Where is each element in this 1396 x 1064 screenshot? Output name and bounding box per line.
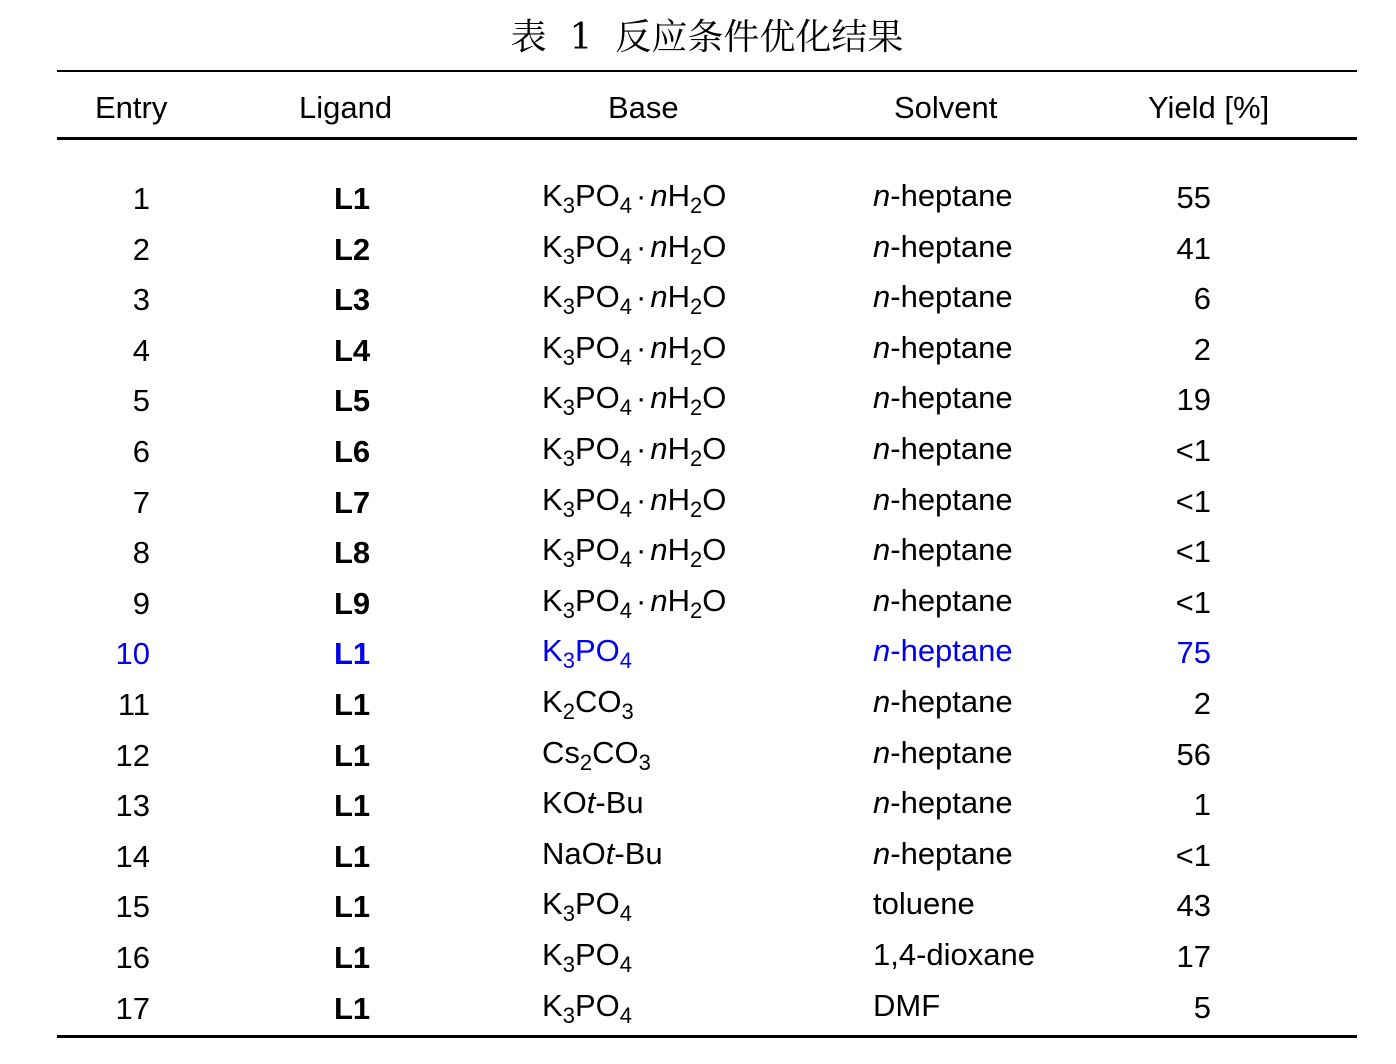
cell-ligand: L9 xyxy=(334,585,371,621)
table-row xyxy=(0,476,1396,527)
cell-ligand: L4 xyxy=(334,332,371,368)
cell-base: $K_3PO_4 \cdot nH_2O$ xyxy=(542,582,727,623)
cell-entry: 1 xyxy=(132,181,150,216)
cell-solvent: n-heptane xyxy=(873,329,1013,365)
cell-entry: 6 xyxy=(132,433,150,469)
cell-yield: <1 xyxy=(1175,584,1211,620)
cell-base: $K_3PO_4$ xyxy=(542,886,632,927)
cell-yield: 6 xyxy=(1193,281,1211,317)
cell-yield: 17 xyxy=(1176,938,1211,974)
cell-entry: 3 xyxy=(132,282,150,318)
header-ligand: Ligand xyxy=(299,90,393,125)
cell-base: $K_3PO_4$ xyxy=(542,936,632,977)
cell-yield: 2 xyxy=(1193,331,1211,367)
cell-yield: 43 xyxy=(1176,888,1211,924)
cell-ligand: L1 xyxy=(334,990,371,1026)
cell-ligand: L1 xyxy=(334,636,371,672)
cell-entry: 2 xyxy=(132,231,150,267)
cell-solvent: n-heptane xyxy=(873,683,1013,719)
cell-ligand: L7 xyxy=(334,484,371,520)
cell-entry: 17 xyxy=(115,990,150,1026)
cell-solvent: toluene xyxy=(873,886,975,922)
cell-base: $K_3PO_4 \cdot nH_2O$ xyxy=(542,228,727,269)
table-header xyxy=(0,88,1396,128)
table-body xyxy=(0,172,1396,1032)
cell-base: $K_3PO_4 \cdot nH_2O$ xyxy=(542,178,727,218)
cell-entry: 5 xyxy=(132,383,150,419)
cell-ligand: L1 xyxy=(334,889,371,925)
cell-yield: 1 xyxy=(1193,787,1211,823)
cell-solvent: n-heptane xyxy=(873,380,1013,416)
table-row xyxy=(0,931,1396,982)
table-row xyxy=(0,678,1396,729)
table-row xyxy=(0,627,1396,678)
cell-yield: 55 xyxy=(1176,180,1211,215)
header-rule xyxy=(57,137,1357,140)
cell-yield: 56 xyxy=(1176,736,1211,772)
cell-solvent: n-heptane xyxy=(873,279,1013,315)
cell-entry: 11 xyxy=(117,686,150,722)
table-row xyxy=(0,526,1396,577)
cell-solvent: n-heptane xyxy=(873,481,1013,517)
cell-base: $K_3PO_4 \cdot nH_2O$ xyxy=(542,532,727,573)
cell-ligand: L1 xyxy=(334,939,371,975)
cell-yield: 41 xyxy=(1176,230,1211,266)
cell-entry: 4 xyxy=(132,332,150,368)
table-row xyxy=(0,273,1396,324)
cell-entry: 12 xyxy=(115,737,150,773)
cell-ligand: L3 xyxy=(334,282,371,318)
table-row xyxy=(0,425,1396,476)
cell-yield: <1 xyxy=(1175,837,1211,873)
table-row xyxy=(0,779,1396,830)
cell-entry: 9 xyxy=(132,585,150,621)
cell-solvent: n-heptane xyxy=(873,532,1013,568)
cell-yield: <1 xyxy=(1175,534,1211,570)
cell-ligand: L8 xyxy=(334,535,371,571)
cell-base: $K_3PO_4$ xyxy=(542,987,632,1028)
cell-entry: 15 xyxy=(115,889,150,925)
cell-base: $K_3PO_4 \cdot nH_2O$ xyxy=(542,329,727,370)
cell-entry: 16 xyxy=(115,939,150,975)
header-base: Base xyxy=(608,90,679,125)
cell-ligand: L6 xyxy=(334,433,371,469)
table-row xyxy=(0,880,1396,931)
table-row xyxy=(0,577,1396,628)
cell-solvent: n-heptane xyxy=(873,430,1013,466)
cell-solvent: n-heptane xyxy=(873,785,1013,821)
cell-entry: 10 xyxy=(115,636,150,672)
cell-solvent: DMF xyxy=(873,987,941,1023)
header-solvent: Solvent xyxy=(894,90,998,125)
cell-base: $K_3PO_4 \cdot nH_2O$ xyxy=(542,279,727,320)
cell-base: $K_3PO_4 \cdot nH_2O$ xyxy=(542,380,727,421)
cell-base: NaOt-Bu xyxy=(542,835,663,871)
top-rule xyxy=(57,70,1357,72)
cell-yield: 5 xyxy=(1193,989,1211,1025)
cell-ligand: L5 xyxy=(334,383,371,419)
table-caption: 表 1 反应条件优化结果 xyxy=(510,17,904,58)
table-row xyxy=(0,223,1396,274)
cell-yield: <1 xyxy=(1175,432,1211,468)
cell-ligand: L1 xyxy=(334,838,371,874)
cell-base: KOt-Bu xyxy=(542,785,644,821)
table-row xyxy=(0,830,1396,881)
cell-entry: 14 xyxy=(115,838,150,874)
cell-base: $K_3PO_4 \cdot nH_2O$ xyxy=(542,430,727,471)
table-row xyxy=(0,729,1396,780)
header-yield: Yield [%] xyxy=(1148,90,1270,125)
cell-solvent: n-heptane xyxy=(873,633,1013,669)
cell-entry: 13 xyxy=(115,788,150,824)
cell-solvent: n-heptane xyxy=(873,228,1013,264)
cell-entry: 7 xyxy=(132,484,150,520)
cell-ligand: L2 xyxy=(334,231,371,267)
table-row xyxy=(0,982,1396,1033)
cell-solvent: 1,4-dioxane xyxy=(873,936,1036,972)
cell-solvent: n-heptane xyxy=(873,734,1013,770)
cell-yield: 75 xyxy=(1176,635,1211,671)
cell-solvent: n-heptane xyxy=(873,178,1013,213)
cell-solvent: n-heptane xyxy=(873,835,1013,871)
cell-yield: 2 xyxy=(1193,685,1211,721)
header-entry: Entry xyxy=(95,90,168,125)
cell-base: $K_3PO_4$ xyxy=(542,633,632,674)
cell-ligand: L1 xyxy=(334,788,371,824)
cell-ligand: L1 xyxy=(334,686,371,722)
cell-base: $K_3PO_4 \cdot nH_2O$ xyxy=(542,481,727,522)
cell-ligand: L1 xyxy=(334,737,371,773)
cell-yield: 19 xyxy=(1176,382,1211,418)
table-row xyxy=(0,374,1396,425)
cell-entry: 8 xyxy=(132,535,150,571)
cell-ligand: L1 xyxy=(334,181,371,216)
bottom-rule xyxy=(57,1035,1357,1038)
table-row xyxy=(0,172,1396,223)
cell-yield: <1 xyxy=(1175,483,1211,519)
table-row xyxy=(0,324,1396,375)
cell-base: $Cs_2CO_3$ xyxy=(542,734,651,775)
cell-solvent: n-heptane xyxy=(873,582,1013,618)
cell-base: $K_2CO_3$ xyxy=(542,683,634,724)
